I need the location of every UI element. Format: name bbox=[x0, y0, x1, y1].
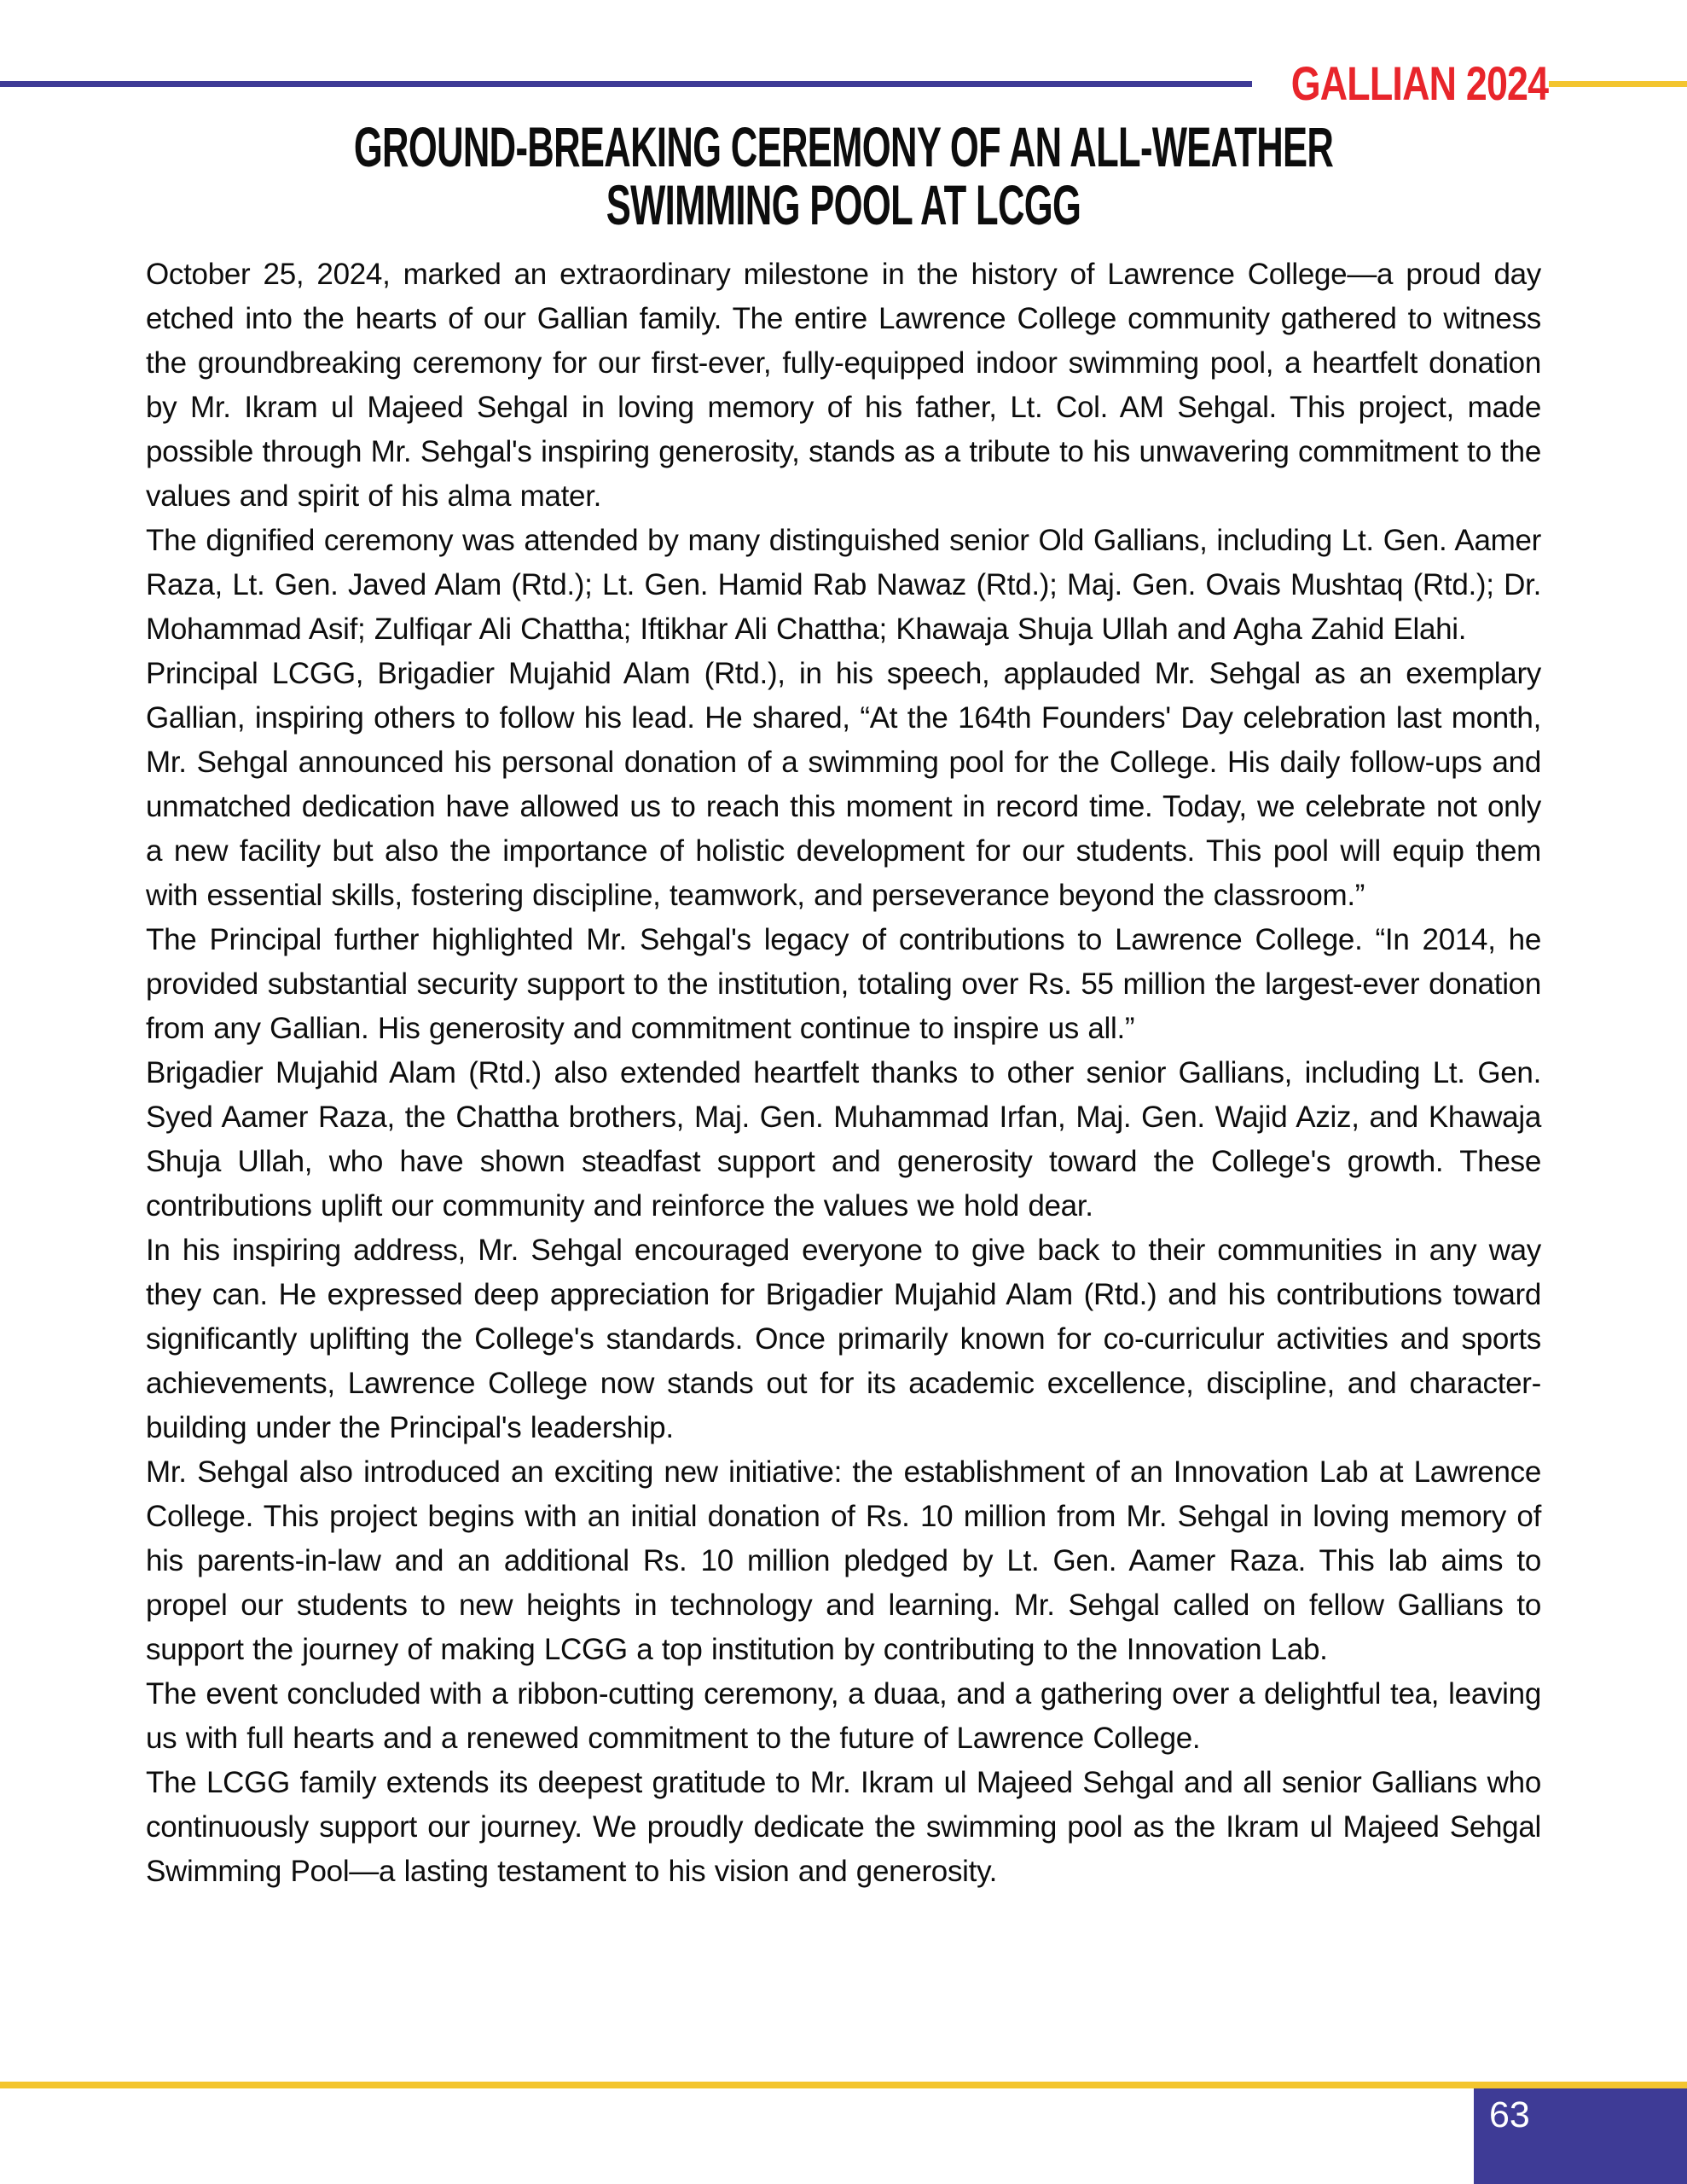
body-paragraph: The event concluded with a ribbon-cutting ceremony, a duaa, and a gathering over a delightful tea, leaving us with full hearts and a renewed commitment to the future of Lawrence College. bbox=[146, 1677, 1541, 1755]
magazine-title bbox=[1259, 56, 1549, 110]
header-rule-left bbox=[0, 81, 1252, 87]
body-paragraph: Brigadier Mujahid Alam (Rtd.) also extended heartfelt thanks to other senior Gallians, including Lt. Gen. Syed Aamer Raza, the Chattha brothers, Maj. Gen. Muhammad Irfan, Maj. Gen. Wajid Aziz, and Khawaja Shuja Ullah, who have shown steadfast support and generosity toward the College's growth. These contributions uplift our community and reinforce the values we hold dear. bbox=[146, 1056, 1541, 1223]
article-title-line1: GROUND-BREAKING CEREMONY OF AN ALL-WEATHER bbox=[353, 115, 1334, 178]
magazine-title-text: GALLIAN 2024 bbox=[1290, 56, 1549, 110]
page-number-box bbox=[1474, 2088, 1687, 2184]
article-title bbox=[287, 115, 1400, 236]
body-paragraph: Principal LCGG, Brigadier Mujahid Alam (Rtd.), in his speech, applauded Mr. Sehgal as an exemplary Gallian, inspiring others to follow his lead. He shared, “At the 164th Founders' Day celebration last month, Mr. Sehgal announced his personal donation of a swimming pool for the College. His daily follow-ups and unmatched dedication have allowed us to reach this moment in record time. Today, we celebrate not only a new facility but also the importance of holistic development for our students. This pool will equip them with essential skills, fostering discipline, teamwork, and perseverance beyond the classroom.” bbox=[146, 657, 1541, 912]
body-paragraph: The dignified ceremony was attended by many distinguished senior Old Gallians, including Lt. Gen. Aamer Raza, Lt. Gen. Javed Alam (Rtd.); Lt. Gen. Hamid Rab Nawaz (Rtd.); Maj. Gen. Ovais Mushtaq (Rtd.); Dr. Mohammad Asif; Zulfiqar Ali Chattha; Iftikhar Ali Chattha; Khawaja Shuja Ullah and Agha Zahid Elahi. bbox=[146, 524, 1541, 646]
page-number: 63 bbox=[1489, 2094, 1530, 2135]
body-paragraph: The Principal further highlighted Mr. Sehgal's legacy of contributions to Lawrence College. “In 2014, he provided substantial security support to the institution, totaling over Rs. 55 million the largest-ever donation from any Gallian. His generosity and commitment continue to inspire us all.” bbox=[146, 923, 1541, 1045]
footer-rule bbox=[0, 2082, 1687, 2088]
body-paragraph: The LCGG family extends its deepest gratitude to Mr. Ikram ul Majeed Sehgal and all senior Gallians who continuously support our journey. We proudly dedicate the swimming pool as the Ikram ul Majeed Sehgal Swimming Pool—a lasting testament to his vision and generosity. bbox=[146, 1766, 1541, 1888]
body-paragraph: October 25, 2024, marked an extraordinary milestone in the history of Lawrence College—a proud day etched into the hearts of our Gallian family. The entire Lawrence College community gathered to witness the groundbreaking ceremony for our first-ever, fully-equipped indoor swimming pool, a heartfelt donation by Mr. Ikram ul Majeed Sehgal in loving memory of his father, Lt. Col. AM Sehgal. This project, made possible through Mr. Sehgal's inspiring generosity, stands as a tribute to his unwavering commitment to the values and spirit of his alma mater. bbox=[146, 258, 1541, 513]
header-rule-right bbox=[1549, 81, 1687, 87]
body-paragraph: In his inspiring address, Mr. Sehgal encouraged everyone to give back to their communities in any way they can. He expressed deep appreciation for Brigadier Mujahid Alam (Rtd.) and his contributions toward significantly uplifting the College's standards. Once primarily known for co-curriculur activities and sports achievements, Lawrence College now stands out for its academic excellence, discipline, and character-building under the Principal's leadership. bbox=[146, 1234, 1541, 1444]
page-header bbox=[0, 56, 1687, 110]
body-paragraph: Mr. Sehgal also introduced an exciting new initiative: the establishment of an Innovation Lab at Lawrence College. This project begins with an initial donation of Rs. 10 million from Mr. Sehgal in loving memory of his parents-in-law and an additional Rs. 10 million pledged by Lt. Gen. Aamer Raza. This lab aims to propel our students to new heights in technology and learning. Mr. Sehgal called on fellow Gallians to support the journey of making LCGG a top institution by contributing to the Innovation Lab. bbox=[146, 1455, 1541, 1666]
article-title-line2: SWIMMING POOL AT LCGG bbox=[606, 173, 1081, 236]
article-body bbox=[146, 253, 1541, 1894]
